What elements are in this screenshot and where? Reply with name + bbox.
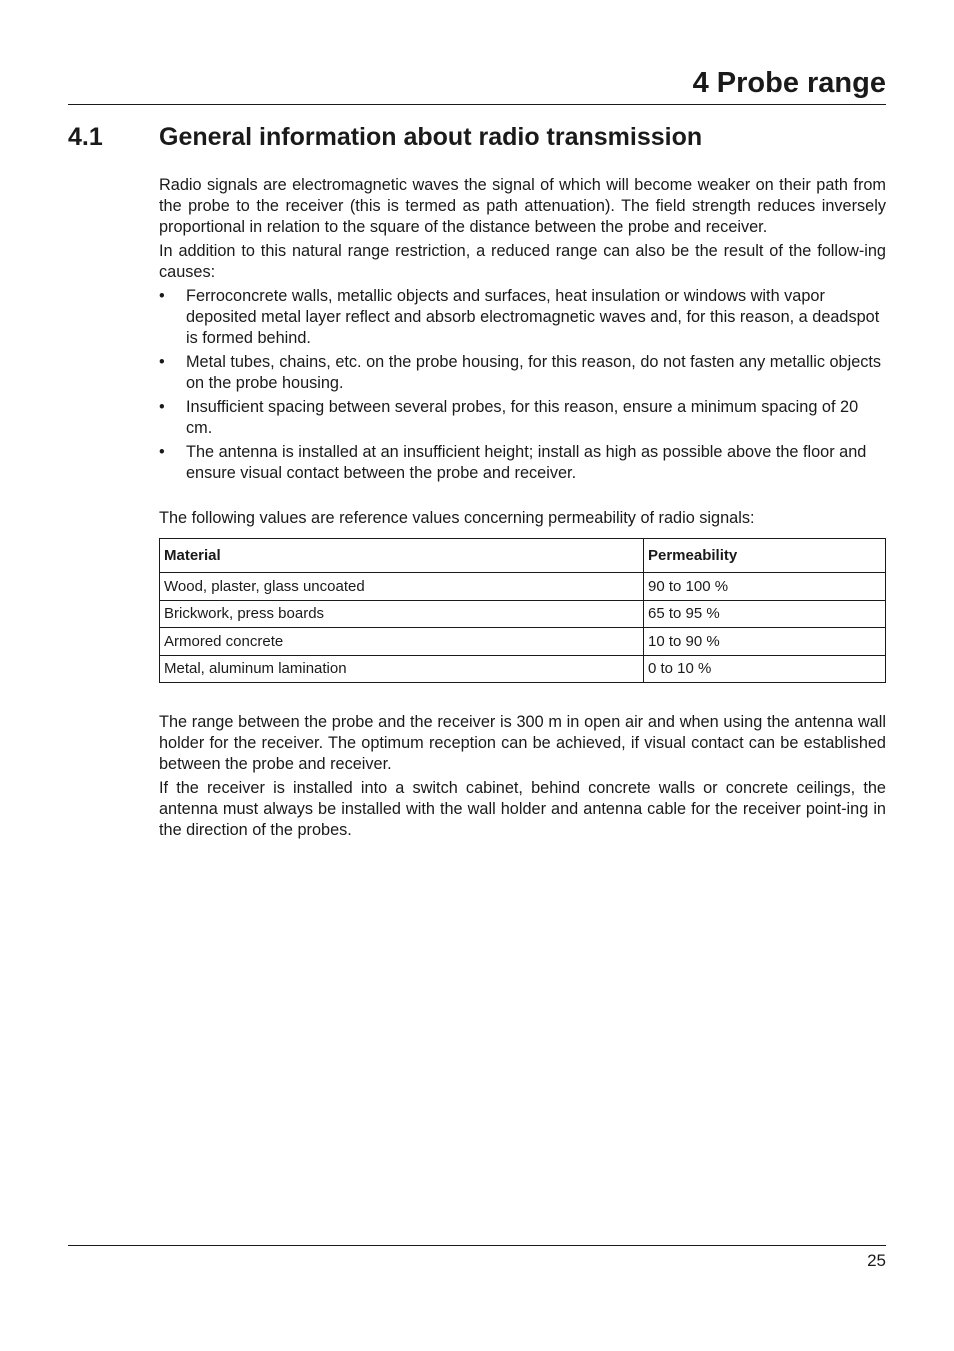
material-cell: Armored concrete [160,628,644,656]
page-number: 25 [867,1251,886,1270]
column-header-permeability: Permeability [644,539,886,573]
causes-list [159,286,886,484]
footer-divider [68,1245,886,1246]
material-cell: Metal, aluminum lamination [160,655,644,683]
list-item [159,352,886,394]
header-divider [68,104,886,105]
section-content [159,175,886,844]
section-heading [68,121,702,153]
list-item-text: Ferroconcrete walls, metallic objects and surfaces, heat insulation or windows with vapor deposited metal layer reflect and absorb electromagnetic waves and, for this reason, a deadspot is formed behind. [186,287,880,347]
range-paragraph: The range between the probe and the receiver is 300 m in open air and when using the antenna wall holder for the receiver. The optimum reception can be achieved, if visual contact can be established between the probe and receiver. [159,713,886,773]
bullet-icon: • [159,287,165,305]
table-row [160,655,886,683]
intro-paragraph-continued: In addition to this natural range restriction, a reduced range can also be the result of the follow-ing causes: [159,242,886,281]
list-item [159,442,886,484]
list-item-text: Insufficient spacing between several probes, for this reason, ensure a minimum spacing of 20 cm. [186,398,859,437]
bullet-icon: • [159,443,165,461]
bullet-icon: • [159,398,165,416]
permeability-cell: 10 to 90 % [644,628,886,656]
table-row [160,600,886,628]
permeability-cell: 90 to 100 % [644,573,886,601]
permeability-cell: 0 to 10 % [644,655,886,683]
permeability-table [159,538,886,683]
material-cell: Brickwork, press boards [160,600,644,628]
column-header-material: Material [160,539,644,573]
list-item-text: Metal tubes, chains, etc. on the probe housing, for this reason, do not fasten any metallic objects on the probe housing. [186,353,882,392]
table-header-row [160,539,886,573]
table-row [160,628,886,656]
table-row [160,573,886,601]
list-item [159,397,886,439]
section-title: General information about radio transmission [159,123,703,151]
permeability-cell: 65 to 95 % [644,600,886,628]
section-number: 4.1 [68,123,103,151]
list-item [159,286,886,349]
bullet-icon: • [159,353,165,371]
installation-paragraph: If the receiver is installed into a switch cabinet, behind concrete walls or concrete ceilings, the antenna must always be installed with the wall holder and antenna cable for the receiver point-ing in the direction of the probes. [159,779,886,839]
list-item-text: The antenna is installed at an insufficient height; install as high as possible above the floor and ensure visual contact between the probe and receiver. [186,443,867,482]
chapter-title: 4 Probe range [692,67,886,99]
table-intro: The following values are reference values concerning permeability of radio signals: [159,509,755,527]
material-cell: Wood, plaster, glass uncoated [160,573,644,601]
intro-paragraph: Radio signals are electromagnetic waves the signal of which will become weaker on their path from the probe to the receiver (this is termed as path attenuation). The field strength reduces inversely proportional in relation to the square of the distance between the probe and receiver. [159,176,886,236]
